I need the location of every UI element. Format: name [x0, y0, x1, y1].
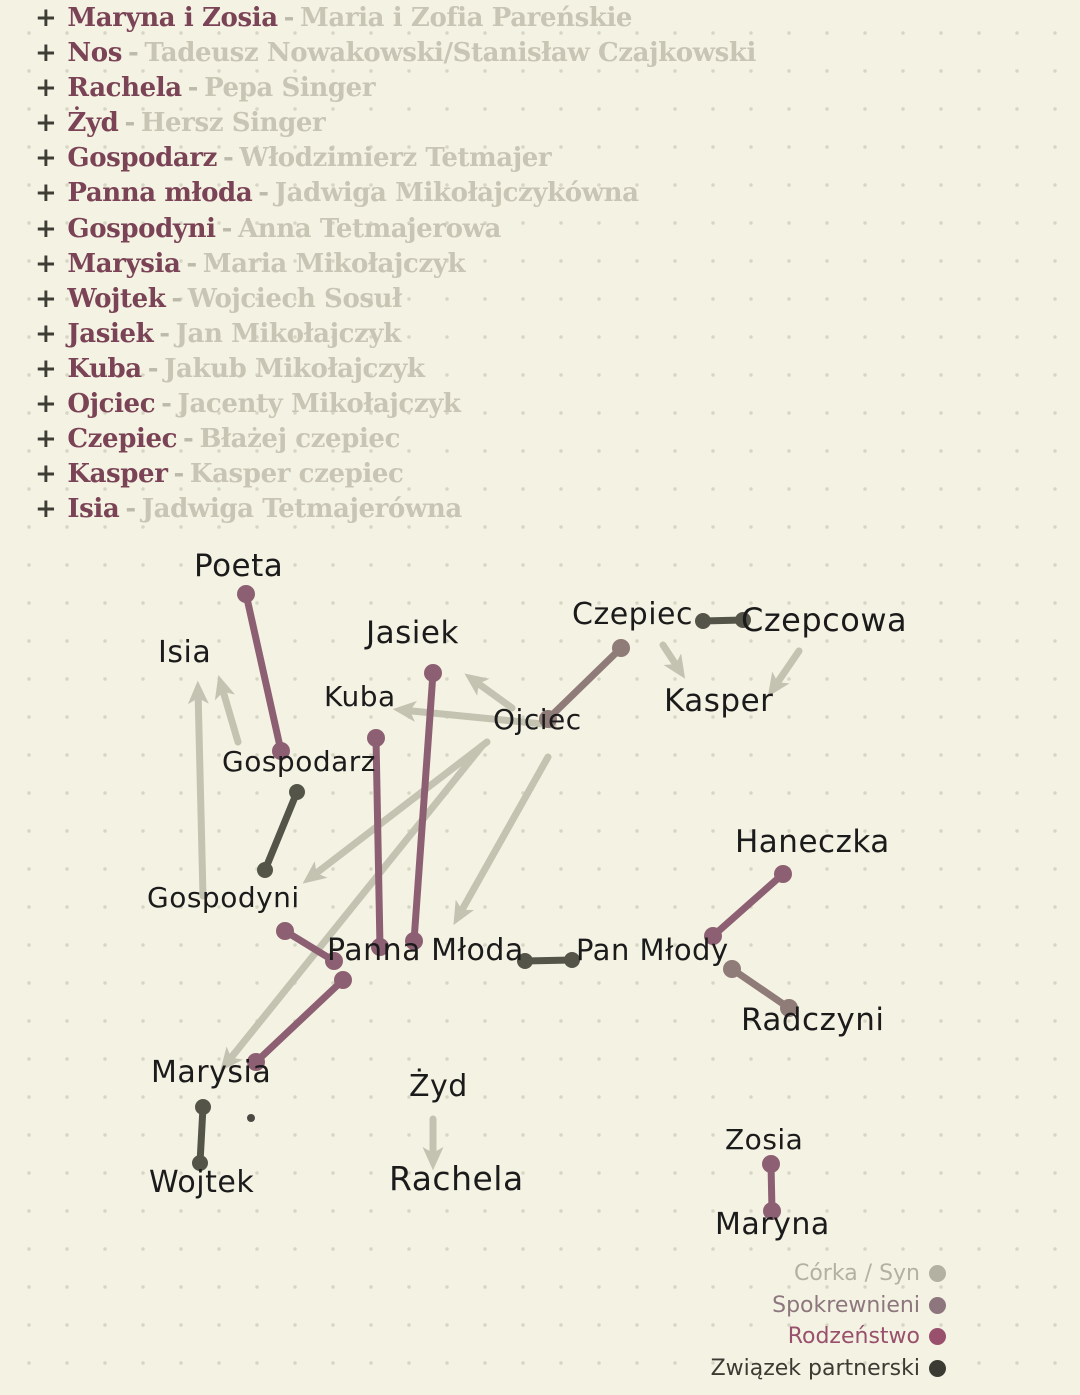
bullet-icon: + [35, 283, 57, 314]
edge-gospodarz-isia-corka [221, 684, 238, 742]
character-name: Gospodarz [67, 143, 217, 174]
bullet-icon: + [35, 353, 57, 384]
separator: - [173, 459, 184, 490]
edge-ojciec-panna-mloda-corka [458, 757, 548, 917]
edge-czepcowa-kasper-corka [773, 651, 799, 689]
real-person-name: Jadwiga Mikołajczykówna [274, 178, 639, 209]
character-name: Żyd [67, 108, 119, 139]
real-person-name: Anna Tetmajerowa [237, 213, 501, 244]
real-person-name: Jan Mikołajczyk [175, 318, 401, 349]
character-name: Nos [67, 38, 122, 69]
node-wojtek[interactable]: Wojtek [149, 1165, 255, 1200]
real-person-name: Błażej czepiec [199, 424, 400, 455]
bullet-icon: + [35, 213, 57, 244]
separator: - [187, 73, 199, 104]
node-kuba[interactable]: Kuba [324, 680, 396, 713]
bullet-icon: + [35, 178, 57, 209]
bullet-icon: + [35, 108, 57, 139]
legend-label: Córka / Syn [793, 1261, 920, 1286]
character-name: Isia [67, 494, 120, 525]
separator: - [159, 318, 170, 349]
character-name: Kasper [67, 459, 168, 490]
separator: - [221, 213, 232, 244]
separator: - [186, 248, 197, 279]
node-kasper[interactable]: Kasper [664, 683, 774, 719]
character-name: Gospodyni [67, 213, 216, 244]
separator: - [258, 178, 269, 209]
real-person-name: Wojciech Sosuł [187, 283, 402, 314]
character-name: Wojtek [67, 283, 166, 314]
bullet-icon: + [35, 38, 57, 69]
bullet-icon: + [35, 143, 57, 174]
separator: - [283, 3, 295, 33]
edge-panna-mloda-pan-mlody-partner [517, 952, 580, 969]
separator: - [147, 353, 159, 384]
character-name: Panna młoda [67, 178, 253, 209]
node-panna-mloda[interactable]: Panna Młoda [327, 933, 524, 968]
real-person-name: Hersz Singer [140, 108, 326, 139]
legend-dot-icon [929, 1360, 946, 1377]
real-person-name: Pepa Singer [204, 73, 376, 104]
node-gospodyni[interactable]: Gospodyni [147, 881, 300, 914]
legend-label: Związek partnerski [710, 1355, 920, 1381]
node-jasiek[interactable]: Jasiek [366, 615, 459, 651]
real-person-name: Maria Mikołajczyk [202, 248, 466, 279]
node-czepcowa[interactable]: Czepcowa [741, 601, 908, 639]
real-person-name: Kasper czepiec [189, 459, 404, 490]
legend-item-spokrewnieni[interactable] [711, 1290, 946, 1322]
node-czepiec[interactable]: Czepiec [572, 597, 693, 632]
character-name: Czepiec [67, 424, 178, 455]
separator: - [183, 424, 194, 455]
bullet-icon: + [35, 3, 57, 33]
edge-marysia-wojtek-partner [192, 1099, 211, 1171]
separator: - [124, 108, 135, 139]
real-person-name: Tadeusz Nowakowski/Stanisław Czajkowski [144, 38, 756, 69]
node-pan-mlody[interactable]: Pan Młody [576, 933, 729, 967]
node-gospodarz[interactable]: Gospodarz [222, 745, 376, 778]
bullet-icon: + [35, 73, 57, 104]
node-isia[interactable]: Isia [158, 635, 212, 670]
node-marysia[interactable]: Marysia [151, 1055, 272, 1090]
real-person-name: Maria i Zofia Pareńskie [300, 3, 633, 33]
bullet-icon: + [35, 459, 57, 490]
node-maryna[interactable]: Maryna [715, 1207, 830, 1242]
node-radczyni[interactable]: Radczyni [741, 1002, 885, 1038]
edge-czepiec-kasper-corka [663, 645, 680, 671]
separator: - [127, 38, 139, 69]
legend-item-corka[interactable] [711, 1258, 946, 1290]
separator: - [125, 494, 136, 525]
node-poeta[interactable]: Poeta [194, 548, 284, 584]
legend-dot-icon [929, 1328, 946, 1345]
edge-gospodarz-gospodyni-partner [257, 784, 305, 878]
diagram-legend [711, 1258, 946, 1384]
edge-gospodyni-isia-corka [198, 690, 203, 896]
legend-item-partner[interactable] [711, 1353, 946, 1385]
node-zosia[interactable]: Zosia [725, 1123, 804, 1156]
real-person-name: Włodzimierz Tetmajer [239, 143, 552, 174]
separator: - [223, 143, 234, 174]
edge-poeta-gospodarz-rodzenstwo [237, 585, 290, 760]
real-person-name: Jadwiga Tetmajerówna [141, 494, 462, 525]
bullet-icon: + [35, 389, 57, 420]
character-name: Ojciec [67, 389, 156, 420]
character-name: Marysia [67, 248, 181, 279]
legend-dot-icon [929, 1297, 946, 1314]
character-name: Kuba [67, 353, 142, 384]
character-name: Rachela [67, 73, 182, 104]
node-ojciec[interactable]: Ojciec [493, 703, 582, 736]
node-haneczka[interactable]: Haneczka [735, 824, 890, 860]
bullet-icon: + [35, 248, 57, 279]
bullet-icon: + [35, 318, 57, 349]
real-person-name: Jakub Mikołajczyk [164, 353, 425, 384]
legend-item-rodzenstwo[interactable] [711, 1321, 946, 1353]
ink-dot [247, 1114, 255, 1122]
bullet-icon: + [35, 494, 57, 525]
legend-label: Rodzeństwo [787, 1324, 920, 1349]
legend-label: Spokrewnieni [772, 1292, 920, 1318]
character-name: Jasiek [67, 318, 154, 349]
legend-dot-icon [929, 1265, 946, 1282]
node-rachela[interactable]: Rachela [389, 1159, 524, 1198]
character-name: Maryna i Zosia [67, 3, 278, 33]
node-zyd[interactable]: Żyd [409, 1069, 468, 1104]
bullet-icon: + [35, 424, 57, 455]
separator: - [171, 283, 182, 314]
real-person-name: Jacenty Mikołajczyk [177, 389, 461, 420]
separator: - [161, 389, 172, 420]
